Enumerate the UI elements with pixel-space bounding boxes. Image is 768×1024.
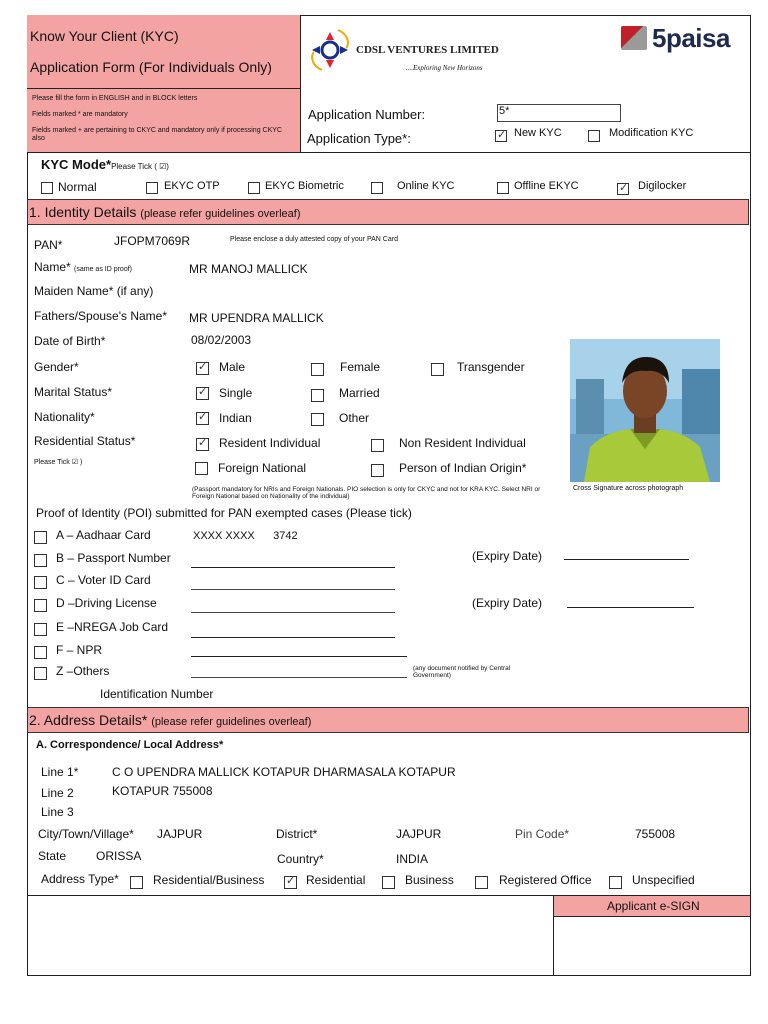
marital-married-label: Married <box>339 386 380 400</box>
addr-type-unspecified-label: Unspecified <box>632 873 695 887</box>
kyc-mode-digilocker-checkbox[interactable] <box>617 183 629 195</box>
marital-label: Marital Status* <box>34 385 113 399</box>
maiden-name-label: Maiden Name* (if any) <box>34 284 154 298</box>
address-heading-text: 2. Address Details* <box>29 712 148 728</box>
address-line3-label: Line 3 <box>41 805 74 819</box>
esign-header <box>554 896 750 917</box>
gender-transgender-checkbox[interactable] <box>431 363 444 376</box>
address-line2-label: Line 2 <box>41 786 74 800</box>
kyc-mode-ekyc-otp-checkbox[interactable] <box>146 182 158 194</box>
name-value: MR MANOJ MALLICK <box>189 262 308 276</box>
country-label: Country* <box>277 852 324 866</box>
district-value: JAJPUR <box>396 827 442 841</box>
gender-female-checkbox[interactable] <box>311 363 324 376</box>
addr-type-registered-label: Registered Office <box>499 873 592 887</box>
pio-checkbox[interactable] <box>371 464 384 477</box>
gender-label: Gender* <box>34 360 79 374</box>
new-kyc-label: New KYC <box>514 127 562 139</box>
poi-others-checkbox[interactable] <box>34 667 47 680</box>
cdsl-name: CDSL VENTURES LIMITED <box>356 44 499 56</box>
poi-voter-checkbox[interactable] <box>34 576 47 589</box>
header-divider <box>27 152 751 153</box>
cdsl-logo-icon <box>308 26 352 74</box>
nationality-label: Nationality* <box>34 410 95 424</box>
brand-logo <box>621 23 747 54</box>
city-value: JAJPUR <box>157 827 203 841</box>
passport-expiry-line <box>564 559 689 560</box>
instruction-3: Fields marked + are pertaining to CKYC and mandatory only if processing CKYC also <box>32 127 282 142</box>
poi-npr-checkbox[interactable] <box>34 646 47 659</box>
kyc-mode-normal-label: Normal <box>58 180 97 194</box>
poi-passport-label: B – Passport Number <box>56 551 171 565</box>
addr-type-registered-checkbox[interactable] <box>475 876 488 889</box>
name-label <box>34 260 132 274</box>
gender-transgender-label: Transgender <box>457 360 525 374</box>
poi-heading: Proof of Identity (POI) submitted for PAN exempted cases (Please tick) <box>36 506 412 520</box>
poi-nrega-checkbox[interactable] <box>34 623 47 636</box>
title-block <box>27 15 301 89</box>
non-resident-label: Non Resident Individual <box>399 436 526 450</box>
father-name-label: Fathers/Spouse's Name* <box>34 309 168 323</box>
nationality-other-label: Other <box>339 411 370 425</box>
identity-section-header <box>27 199 749 225</box>
poi-others-line <box>191 677 407 678</box>
kyc-mode-digilocker-label: Digilocker <box>638 180 687 192</box>
nationality-indian-label: Indian <box>219 411 252 425</box>
foreign-national-checkbox[interactable] <box>195 462 208 475</box>
pio-label: Person of Indian Origin* <box>399 461 527 475</box>
gender-male-checkbox[interactable] <box>196 362 209 375</box>
pin-code-value: 755008 <box>635 827 676 841</box>
instruction-1: Please fill the form in ENGLISH and in BLOCK letters <box>32 95 198 102</box>
kyc-mode-offline-label: Offline EKYC <box>514 180 579 192</box>
poi-aadhaar-value: XXXX XXXX 3742 <box>193 530 298 542</box>
app-number-field[interactable] <box>497 104 621 122</box>
addr-type-business-checkbox[interactable] <box>382 876 395 889</box>
poi-voter-label: C – Voter ID Card <box>56 573 151 587</box>
driving-expiry-line <box>567 607 694 608</box>
passport-note: (Passport mandatory for NRIs and Foreign Nationals. PIO selection is only for CKYC and not for KRA KYC. Select NRI or Foreign National based on Nationality of the individual) <box>192 486 541 500</box>
brand-mark-icon <box>621 26 647 50</box>
address-section-header <box>27 707 749 733</box>
passport-expiry-label: (Expiry Date) <box>472 549 543 563</box>
name-note: (same as ID proof) <box>74 266 132 273</box>
driving-expiry-label: (Expiry Date) <box>472 596 543 610</box>
marital-married-checkbox[interactable] <box>311 389 324 402</box>
foreign-national-label: Foreign National <box>218 461 307 475</box>
pan-note: Please enclose a duly attested copy of your PAN Card <box>230 236 398 243</box>
addr-type-residential-label: Residential <box>306 873 366 887</box>
correspondence-subheading: A. Correspondence/ Local Address* <box>36 739 224 751</box>
identity-heading-text: 1. Identity Details <box>29 204 137 220</box>
kyc-mode-online-label: Online KYC <box>397 180 455 192</box>
form-title-line2: Application Form (For Individuals Only) <box>30 59 272 75</box>
address-line1-value: C O UPENDRA MALLICK KOTAPUR DHARMASALA KOTAPUR <box>112 765 456 779</box>
instruction-2: Fields marked * are mandatory <box>32 111 128 118</box>
app-number-value: 5* <box>499 105 510 117</box>
poi-driving-label: D –Driving License <box>56 596 157 610</box>
address-type-label: Address Type* <box>41 872 119 886</box>
others-note: (any document notified by Central Government) <box>413 665 511 679</box>
poi-driving-line <box>191 612 395 613</box>
nationality-other-checkbox[interactable] <box>311 413 324 426</box>
form-title-line1: Know Your Client (KYC) <box>30 28 179 44</box>
poi-voter-line <box>191 589 395 590</box>
kyc-mode-hint: Please Tick ( <box>111 162 157 171</box>
pin-code-label: Pin Code* <box>515 827 570 841</box>
kyc-mode-title: KYC Mode* <box>41 157 112 172</box>
photo-caption: Cross Signature across photograph <box>573 485 684 492</box>
residential-label: Residential Status* <box>34 434 136 448</box>
poi-nrega-line <box>191 637 395 638</box>
poi-passport-line <box>191 567 395 568</box>
resident-individual-checkbox[interactable] <box>196 438 209 451</box>
kyc-mode-ekyc-biometric-label: EKYC Biometric <box>265 180 344 192</box>
tick-box-icon: ☑ ) <box>71 459 83 466</box>
brand-name: 5paisa <box>652 23 730 53</box>
applicant-photo <box>570 339 720 482</box>
kyc-mode-label <box>41 157 169 172</box>
dob-value: 08/02/2003 <box>191 333 252 347</box>
address-line1-label: Line 1* <box>41 765 79 779</box>
cdsl-logo <box>308 26 352 74</box>
gender-male-label: Male <box>219 360 246 374</box>
instructions-block <box>27 89 301 152</box>
app-type-label: Application Type*: <box>307 131 411 146</box>
poi-nrega-label: E –NREGA Job Card <box>56 620 169 634</box>
tick-hint-text: Please Tick <box>34 459 70 466</box>
poi-aadhaar-label: A – Aadhaar Card <box>56 528 151 542</box>
identification-number-label: Identification Number <box>100 687 214 701</box>
tick-hint-icon: ☑) <box>156 162 169 171</box>
pan-label: PAN* <box>34 238 63 252</box>
city-label: City/Town/Village* <box>38 827 134 841</box>
marital-single-checkbox[interactable] <box>196 387 209 400</box>
poi-others-label: Z –Others <box>56 664 110 678</box>
kyc-mode-offline-checkbox[interactable] <box>497 182 509 194</box>
non-resident-checkbox[interactable] <box>371 439 384 452</box>
father-name-value: MR UPENDRA MALLICK <box>189 311 324 325</box>
modification-kyc-checkbox[interactable] <box>588 130 600 142</box>
address-heading <box>29 712 311 728</box>
gender-female-label: Female <box>340 360 381 374</box>
addr-type-res-business-checkbox[interactable] <box>130 876 143 889</box>
address-line2-value: KOTAPUR 755008 <box>112 784 213 798</box>
tick-hint <box>34 458 82 466</box>
addr-type-business-label: Business <box>405 873 454 887</box>
esign-label: Applicant e-SIGN <box>607 899 700 913</box>
identity-heading <box>29 204 300 220</box>
addr-type-residential-checkbox[interactable] <box>284 876 297 889</box>
pan-value: JFOPM7069R <box>114 234 191 248</box>
state-label: State <box>38 849 67 863</box>
identity-heading-note: (please refer guidelines overleaf) <box>140 208 301 220</box>
country-value: INDIA <box>396 852 429 866</box>
poi-driving-checkbox[interactable] <box>34 599 47 612</box>
modification-kyc-label: Modification KYC <box>609 127 694 139</box>
name-label-text: Name* <box>34 260 71 274</box>
resident-individual-label: Resident Individual <box>219 436 321 450</box>
kyc-mode-ekyc-biometric-checkbox[interactable] <box>248 182 260 194</box>
district-label: District* <box>276 827 318 841</box>
new-kyc-checkbox[interactable] <box>495 130 507 142</box>
poi-passport-checkbox[interactable] <box>34 554 47 567</box>
poi-npr-label: F – NPR <box>56 643 103 657</box>
applicant-photo-image <box>570 339 720 482</box>
addr-type-unspecified-checkbox[interactable] <box>609 876 622 889</box>
kyc-mode-online-checkbox[interactable] <box>371 182 383 194</box>
state-value: ORISSA <box>96 849 142 863</box>
marital-single-label: Single <box>219 386 253 400</box>
dob-label: Date of Birth* <box>34 334 106 348</box>
kyc-mode-normal-checkbox[interactable] <box>41 182 53 194</box>
address-heading-note: (please refer guidelines overleaf) <box>151 716 312 728</box>
poi-npr-line <box>191 656 407 657</box>
nationality-indian-checkbox[interactable] <box>196 412 209 425</box>
app-number-label: Application Number: <box>308 107 426 122</box>
kyc-mode-ekyc-otp-label: EKYC OTP <box>164 180 220 192</box>
esign-box[interactable] <box>554 918 750 975</box>
poi-aadhaar-checkbox[interactable] <box>34 531 47 544</box>
addr-type-res-business-label: Residential/Business <box>153 873 265 887</box>
cdsl-tagline: ....Exploring New Horizons <box>406 64 483 72</box>
